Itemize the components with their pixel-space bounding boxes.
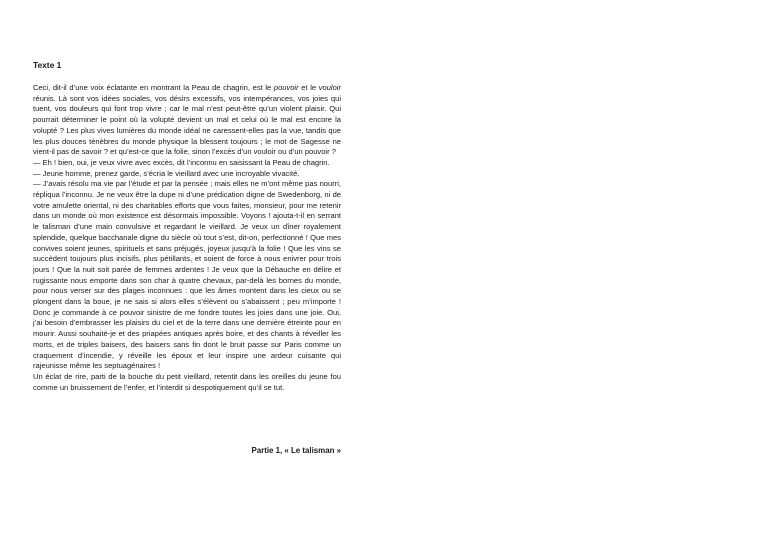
paragraph-5: Un éclat de rire, parti de la bouche du petit vieillard, retentit dans les oreilles du jeune fou comme un bruissement de l’enfer, et l’interdit si despotiquement qu’il se tut. xyxy=(33,371,341,392)
paragraph-4: — J’avais résolu ma vie par l’étude et par la pensée ; mais elles ne m’ont même pas nourri, répliqua l’inconnu. Je ne veux être la dupe ni d’une prédication digne de Swedenborg, ni de votre amulette oriental, ni des charitables efforts que vous faites, monsieur, pour me retenir dans un monde où mon existence est désormais impossible. Voyons ! ajouta-t-il en serrant le talisman d’une main convulsive et regardant le vieillard. Je veux un dîner royalement splendide, quelque bacchanale digne du siècle où tout s’est, dit-on, perfectionné ! Que mes convives soient jeunes, spirituels et sans préjugés, joyeux jusqu’à la folie ! Que les vins se succèdent toujours plus incisifs, plus pétillants, et soient de force à nous enivrer pour trois jours ! Que la nuit soit parée de femmes ardentes ! Je veux que la Débauche en délire et rugissante nous emporte dans son char à quatre chevaux, par-delà les bornes du monde, pour nous verser sur des plages inconnues : que les âmes montent dans les cieux ou se plongent dans la boue, je ne sais si alors elles s’élèvent ou s’abaissent ; peu m’importe ! Donc je commande à ce pouvoir sinistre de me fondre toutes les joies dans une joie. Oui, j’ai besoin d’embrasser les plaisirs du ciel et de la terre dans une dernière étreinte pour en mourir. Aussi souhaité-je et des priapées antiques après boire, et des chants à réveiller les morts, et de triples baisers, des baisers sans fin dont le bruit passe sur Paris comme un craquement d’incendie, y réveille les époux et leur inspire une ardeur cuisante qui rajeunisse même les septuagénaires ! xyxy=(33,179,341,371)
paragraph-2: — Eh ! bien, oui, je veux vivre avec excès, dit l’inconnu en saisissant la Peau de chagrin. xyxy=(33,157,330,167)
excerpt-body xyxy=(33,83,341,393)
paragraph-3: — Jeune homme, prenez garde, s’écria le vieillard avec une incroyable vivacité. xyxy=(33,168,300,178)
paragraph-1 xyxy=(33,83,341,158)
paragraph-1-part-1: Ceci, dit-il d’une voix éclatante en montrant la Peau de chagrin, est le xyxy=(33,83,274,92)
italic-word-vouloir: vouloir xyxy=(318,83,341,92)
source-caption: Partie 1, « Le talisman » xyxy=(251,446,341,455)
excerpt-heading: Texte 1 xyxy=(33,60,62,70)
text-excerpt xyxy=(33,60,341,393)
paragraph-1-part-2: et le xyxy=(298,83,319,92)
italic-word-pouvoir: pouvoir xyxy=(273,83,299,92)
paragraph-1-part-3: réunis. Là sont vos idées sociales, vos désirs excessifs, vos intempérances, vos joies qui tuent, vos douleurs qui font trop vivre ; car le mal n’est peut-être qu’un violent plaisir. Qui pourrait déterminer le point où la volupté devient un mal et celui où le mal est encore la volupté ? Les plus vives lumières du monde idéal ne caressent-elles pas la vue, tandis que les plus douces ténèbres du monde physique la blessent toujours ; le mot de Sagesse ne vient-il pas de savoir ? et qu’est-ce que la folie, sinon l’excès d’un vouloir ou d’un pouvoir ? xyxy=(33,93,341,157)
